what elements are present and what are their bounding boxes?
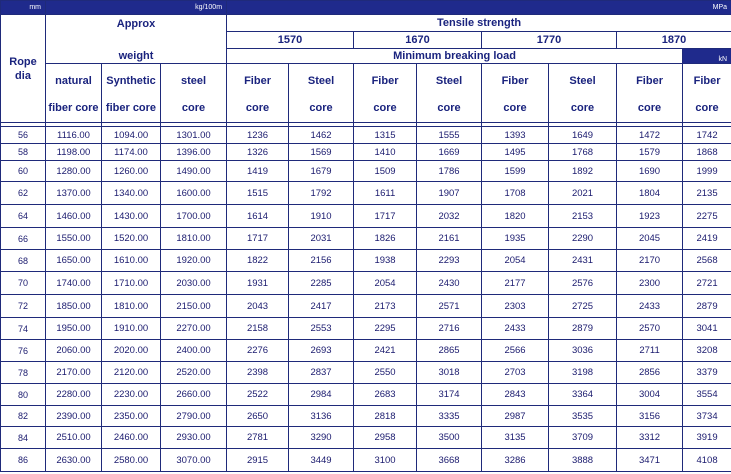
- table-cell: 3004: [617, 384, 683, 406]
- table-cell: 3290: [289, 427, 354, 449]
- table-cell: 1396.00: [161, 144, 227, 161]
- table-cell: 1579: [617, 144, 683, 161]
- table-cell: 2460.00: [102, 427, 161, 449]
- table-cell: 2275: [683, 205, 731, 228]
- col-1670-steel-core: Steel core: [417, 64, 482, 123]
- table-cell: 2650: [227, 406, 289, 427]
- table-row: [1, 362, 731, 384]
- col-1870-fiber-core: Fiber core: [617, 64, 683, 123]
- table-cell: 2153: [549, 205, 617, 228]
- table-cell: 2150.00: [161, 295, 227, 318]
- table-cell: 2303: [482, 295, 549, 318]
- table-cell: 1410: [354, 144, 417, 161]
- table-cell: 3036: [549, 340, 617, 362]
- table-cell: 2520.00: [161, 362, 227, 384]
- table-cell: 2790.00: [161, 406, 227, 427]
- table-cell: 1460.00: [46, 205, 102, 228]
- table-cell: 2032: [417, 205, 482, 228]
- table-cell: 3379: [683, 362, 731, 384]
- table-cell: 1810.00: [102, 295, 161, 318]
- table-cell: 1742: [683, 127, 731, 144]
- table-cell: 1920.00: [161, 250, 227, 272]
- table-cell: 2300: [617, 272, 683, 295]
- table-cell: 2550: [354, 362, 417, 384]
- col-steel-core-weight: steel core: [161, 64, 227, 123]
- table-cell: 2693: [289, 340, 354, 362]
- table-cell: 2350.00: [102, 406, 161, 427]
- table-cell: 1419: [227, 161, 289, 182]
- table-cell: 3135: [482, 427, 549, 449]
- table-cell: 3335: [417, 406, 482, 427]
- min-breaking-load-header: Minimum breaking load: [227, 49, 683, 64]
- table-cell: 1236: [227, 127, 289, 144]
- table-cell: 1116.00: [46, 127, 102, 144]
- table-cell: 3156: [617, 406, 683, 427]
- table-cell: 3535: [549, 406, 617, 427]
- table-cell: 2781: [227, 427, 289, 449]
- table-cell: 1868: [683, 144, 731, 161]
- table-row: [1, 205, 731, 228]
- table-row: [1, 384, 731, 406]
- rope-dia-cell: 68: [1, 250, 46, 272]
- table-cell: 1430.00: [102, 205, 161, 228]
- table-cell: 2021: [549, 182, 617, 205]
- table-cell: 1495: [482, 144, 549, 161]
- table-cell: 3070.00: [161, 449, 227, 472]
- table-cell: 1804: [617, 182, 683, 205]
- table-cell: 2045: [617, 228, 683, 250]
- table-cell: 2987: [482, 406, 549, 427]
- table-cell: 1669: [417, 144, 482, 161]
- table-cell: 2156: [289, 250, 354, 272]
- table-row: [1, 272, 731, 295]
- unit-weight: kg/100m: [46, 1, 227, 15]
- table-cell: 2173: [354, 295, 417, 318]
- approx-weight-header: [46, 15, 227, 64]
- table-cell: 3471: [617, 449, 683, 472]
- col-natural-fiber-core: natural fiber core: [46, 64, 102, 123]
- table-cell: 2170: [617, 250, 683, 272]
- rope-dia-cell: 84: [1, 427, 46, 449]
- table-cell: 1717: [227, 228, 289, 250]
- table-cell: 2683: [354, 384, 417, 406]
- table-cell: 3041: [683, 318, 731, 340]
- rope-dia-cell: 76: [1, 340, 46, 362]
- table-cell: 2290: [549, 228, 617, 250]
- table-cell: 2522: [227, 384, 289, 406]
- tensile-strength-header: Tensile strength: [227, 15, 731, 32]
- table-row: [1, 250, 731, 272]
- table-cell: 2570: [617, 318, 683, 340]
- table-cell: 1810.00: [161, 228, 227, 250]
- weight-label: weight: [118, 50, 154, 62]
- table-cell: 2721: [683, 272, 731, 295]
- rope-dia-cell: 86: [1, 449, 46, 472]
- table-cell: 1550.00: [46, 228, 102, 250]
- rope-dia-cell: 62: [1, 182, 46, 205]
- table-cell: 2054: [354, 272, 417, 295]
- table-cell: 2553: [289, 318, 354, 340]
- table-cell: 1820: [482, 205, 549, 228]
- table-cell: 2510.00: [46, 427, 102, 449]
- table-cell: 2433: [617, 295, 683, 318]
- table-cell: 1700.00: [161, 205, 227, 228]
- table-cell: 1326: [227, 144, 289, 161]
- table-cell: 2043: [227, 295, 289, 318]
- table-cell: 1907: [417, 182, 482, 205]
- rope-dia-cell: 66: [1, 228, 46, 250]
- table-row: [1, 340, 731, 362]
- table-cell: 2276: [227, 340, 289, 362]
- table-cell: 3364: [549, 384, 617, 406]
- table-cell: 3500: [417, 427, 482, 449]
- col-1770-fiber-core: Fiber core: [482, 64, 549, 123]
- table-cell: 2295: [354, 318, 417, 340]
- table-cell: 2158: [227, 318, 289, 340]
- table-cell: 2930.00: [161, 427, 227, 449]
- table-cell: 1520.00: [102, 228, 161, 250]
- table-cell: 1370.00: [46, 182, 102, 205]
- table-cell: 3198: [549, 362, 617, 384]
- table-cell: 1509: [354, 161, 417, 182]
- table-cell: 2031: [289, 228, 354, 250]
- table-cell: 1599: [482, 161, 549, 182]
- table-cell: 2431: [549, 250, 617, 272]
- table-cell: 2725: [549, 295, 617, 318]
- table-cell: 2879: [683, 295, 731, 318]
- table-cell: 1650.00: [46, 250, 102, 272]
- table-row: [1, 449, 731, 472]
- table-cell: 2419: [683, 228, 731, 250]
- table-cell: 2843: [482, 384, 549, 406]
- table-cell: 2030.00: [161, 272, 227, 295]
- table-cell: 3174: [417, 384, 482, 406]
- table-row: [1, 161, 731, 182]
- table-cell: 1280.00: [46, 161, 102, 182]
- table-cell: 1950.00: [46, 318, 102, 340]
- table-row: [1, 228, 731, 250]
- table-cell: 2571: [417, 295, 482, 318]
- table-cell: 2120.00: [102, 362, 161, 384]
- table-cell: 2566: [482, 340, 549, 362]
- table-cell: 1472: [617, 127, 683, 144]
- table-cell: 1649: [549, 127, 617, 144]
- table-cell: 1690: [617, 161, 683, 182]
- unit-row: [1, 1, 731, 15]
- rope-dia-cell: 58: [1, 144, 46, 161]
- table-cell: 1710.00: [102, 272, 161, 295]
- rope-dia-cell: 78: [1, 362, 46, 384]
- grade-1770: 1770: [482, 32, 617, 49]
- table-cell: 2576: [549, 272, 617, 295]
- table-cell: 1340.00: [102, 182, 161, 205]
- rope-dia-cell: 74: [1, 318, 46, 340]
- table-cell: 3208: [683, 340, 731, 362]
- unit-strength: MPa: [227, 1, 731, 15]
- table-cell: 2135: [683, 182, 731, 205]
- table-cell: 2161: [417, 228, 482, 250]
- table-cell: 1260.00: [102, 161, 161, 182]
- table-cell: 2568: [683, 250, 731, 272]
- table-cell: 1198.00: [46, 144, 102, 161]
- table-cell: 1679: [289, 161, 354, 182]
- table-cell: 2054: [482, 250, 549, 272]
- table-cell: 2390.00: [46, 406, 102, 427]
- col-1570-fiber-core: Fiber core: [227, 64, 289, 123]
- table-cell: 3554: [683, 384, 731, 406]
- table-cell: 1931: [227, 272, 289, 295]
- table-cell: 1315: [354, 127, 417, 144]
- rope-dia-cell: 56: [1, 127, 46, 144]
- table-cell: 1301.00: [161, 127, 227, 144]
- table-cell: 2285: [289, 272, 354, 295]
- rope-dia-label: Rope dia: [9, 55, 37, 82]
- table-body: [1, 127, 731, 472]
- table-cell: 1490.00: [161, 161, 227, 182]
- table-cell: 2711: [617, 340, 683, 362]
- rope-dia-cell: 80: [1, 384, 46, 406]
- table-row: [1, 318, 731, 340]
- table-cell: 3888: [549, 449, 617, 472]
- table-cell: 1094.00: [102, 127, 161, 144]
- table-cell: 2865: [417, 340, 482, 362]
- table-cell: 3919: [683, 427, 731, 449]
- table-cell: 2703: [482, 362, 549, 384]
- table-cell: 2020.00: [102, 340, 161, 362]
- table-cell: 3709: [549, 427, 617, 449]
- col-synthetic-fiber-core: Synthetic fiber core: [102, 64, 161, 123]
- table-row: [1, 427, 731, 449]
- table-cell: 2170.00: [46, 362, 102, 384]
- table-cell: 2060.00: [46, 340, 102, 362]
- col-1570-steel-core: Steel core: [289, 64, 354, 123]
- rope-dia-cell: 82: [1, 406, 46, 427]
- table-cell: 1569: [289, 144, 354, 161]
- table-cell: 2398: [227, 362, 289, 384]
- table-cell: 1910.00: [102, 318, 161, 340]
- table-cell: 1708: [482, 182, 549, 205]
- table-cell: 1910: [289, 205, 354, 228]
- rope-dia-cell: 60: [1, 161, 46, 182]
- approx-label: Approx: [116, 18, 156, 30]
- unit-dia: mm: [1, 1, 46, 15]
- table-cell: 1174.00: [102, 144, 161, 161]
- rope-dia-cell: 64: [1, 205, 46, 228]
- table-cell: 2400.00: [161, 340, 227, 362]
- table-cell: 2660.00: [161, 384, 227, 406]
- table-cell: 1892: [549, 161, 617, 182]
- col-1670-fiber-core: Fiber core: [354, 64, 417, 123]
- table-cell: 1611: [354, 182, 417, 205]
- table-cell: 2879: [549, 318, 617, 340]
- table-cell: 2818: [354, 406, 417, 427]
- table-cell: 1935: [482, 228, 549, 250]
- table-cell: 1462: [289, 127, 354, 144]
- table-cell: 2293: [417, 250, 482, 272]
- table-cell: 2230.00: [102, 384, 161, 406]
- table-cell: 2177: [482, 272, 549, 295]
- table-cell: 1717: [354, 205, 417, 228]
- table-cell: 2580.00: [102, 449, 161, 472]
- rope-dia-header: [1, 15, 46, 123]
- grade-1870: 1870: [617, 32, 731, 49]
- table-cell: 2856: [617, 362, 683, 384]
- table-cell: 2837: [289, 362, 354, 384]
- table-cell: 3100: [354, 449, 417, 472]
- table-cell: 4108: [683, 449, 731, 472]
- table-cell: 1999: [683, 161, 731, 182]
- table-cell: 1850.00: [46, 295, 102, 318]
- table-row: [1, 182, 731, 205]
- table-cell: 2280.00: [46, 384, 102, 406]
- table-cell: 1555: [417, 127, 482, 144]
- table-cell: 2716: [417, 318, 482, 340]
- table-cell: 1822: [227, 250, 289, 272]
- table-cell: 2430: [417, 272, 482, 295]
- rope-dia-cell: 70: [1, 272, 46, 295]
- table-cell: 1614: [227, 205, 289, 228]
- col-1870-steel-core: Fiber core: [683, 64, 731, 123]
- table-cell: 3734: [683, 406, 731, 427]
- table-cell: 3136: [289, 406, 354, 427]
- table-cell: 1393: [482, 127, 549, 144]
- table-cell: 1938: [354, 250, 417, 272]
- table-row: [1, 406, 731, 427]
- table-cell: 2433: [482, 318, 549, 340]
- grade-1670: 1670: [354, 32, 482, 49]
- table-cell: 2421: [354, 340, 417, 362]
- table-cell: 1768: [549, 144, 617, 161]
- col-1770-steel-core: Steel core: [549, 64, 617, 123]
- table-row: [1, 144, 731, 161]
- table-cell: 3018: [417, 362, 482, 384]
- table-cell: 1792: [289, 182, 354, 205]
- table-cell: 2270.00: [161, 318, 227, 340]
- unit-load: kN: [683, 49, 731, 64]
- table-cell: 1923: [617, 205, 683, 228]
- table-cell: 2630.00: [46, 449, 102, 472]
- grade-1570: 1570: [227, 32, 354, 49]
- table-row: [1, 127, 731, 144]
- table-cell: 2958: [354, 427, 417, 449]
- table-cell: 2417: [289, 295, 354, 318]
- table-cell: 2984: [289, 384, 354, 406]
- table-cell: 1600.00: [161, 182, 227, 205]
- table-cell: 1786: [417, 161, 482, 182]
- table-cell: 1515: [227, 182, 289, 205]
- table-cell: 1610.00: [102, 250, 161, 272]
- table-cell: 1740.00: [46, 272, 102, 295]
- column-header-row: [1, 64, 731, 123]
- table-cell: 3668: [417, 449, 482, 472]
- table-cell: 3286: [482, 449, 549, 472]
- table-cell: 2915: [227, 449, 289, 472]
- table-cell: 3312: [617, 427, 683, 449]
- table-cell: 3449: [289, 449, 354, 472]
- table-cell: 1826: [354, 228, 417, 250]
- rope-dia-cell: 72: [1, 295, 46, 318]
- table-row: [1, 295, 731, 318]
